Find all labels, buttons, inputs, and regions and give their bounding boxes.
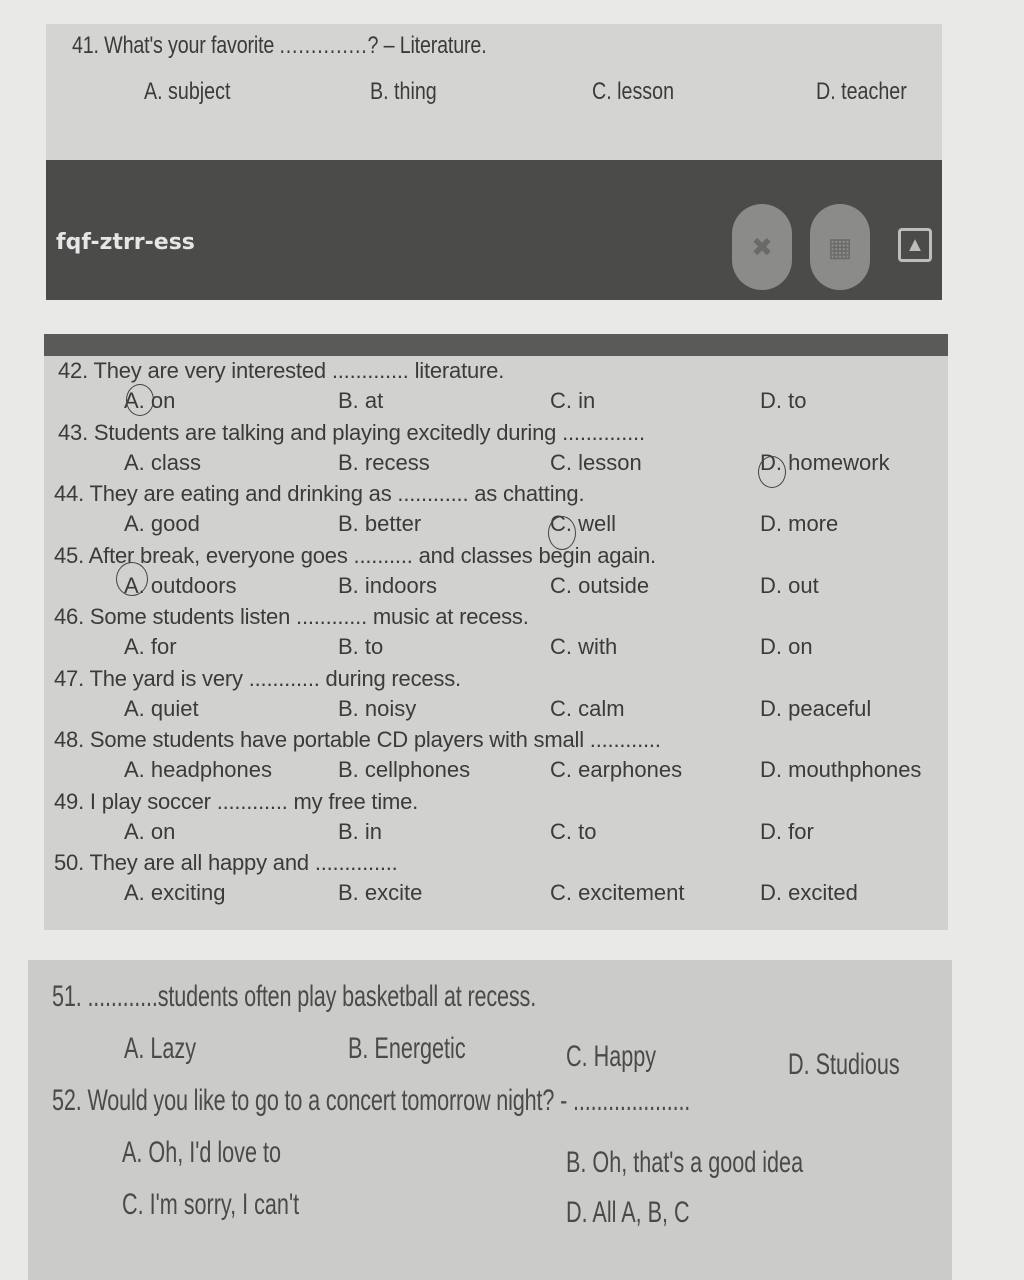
q50-option-a: A. exciting	[124, 880, 226, 905]
question-41-option-c: C. lesson	[592, 78, 675, 105]
present-button[interactable]	[898, 228, 932, 262]
q45-option-b: B. indoors	[338, 572, 438, 598]
q47-option-a: A. quiet	[124, 695, 199, 721]
q50-stem: 50. They are all happy and ..............	[54, 850, 398, 875]
q42-stem: 42. They are very interested ............. literature.	[58, 358, 505, 383]
q43-option-b: B. recess	[338, 449, 430, 475]
q48-option-a: A. headphones	[124, 757, 273, 782]
q48-option-b: B. cellphones	[338, 757, 471, 782]
q46-option-d: D. on	[760, 634, 813, 659]
q42-option-b: B. at	[338, 388, 384, 413]
q49-stem: 49. I play soccer ............ my free time.	[54, 788, 419, 814]
question-51-stem: 51. ............students often play basketball at recess.	[52, 980, 537, 1013]
mic-off-icon: ✖	[751, 231, 773, 262]
camera-off-icon: ▦	[827, 231, 853, 262]
question-51-option-b: B. Energetic	[348, 1032, 466, 1065]
video-call-control-bar	[46, 160, 942, 300]
answer-circle-q44	[548, 516, 576, 550]
question-52-option-c: C. I'm sorry, I can't	[122, 1188, 300, 1221]
worksheet-piece-3	[28, 960, 952, 1280]
q44-option-c: C. well	[550, 511, 617, 536]
question-51-option-c: C. Happy	[566, 1040, 657, 1073]
answer-circle-q43	[758, 456, 786, 488]
q47-option-d: D. peaceful	[760, 695, 872, 721]
q42-option-d: D. to	[760, 388, 807, 413]
q50-option-c: C. excitement	[550, 880, 685, 905]
q45-option-a: A. outdoors	[124, 572, 237, 598]
question-41-stem: 41. What's your favorite ..............? – Literature.	[72, 32, 487, 59]
answer-circle-q42	[126, 384, 154, 416]
q45-stem: 45. After break, everyone goes .......... and classes begin again.	[54, 542, 656, 568]
q44-option-b: B. better	[338, 511, 422, 536]
q48-option-d: D. mouthphones	[760, 757, 922, 782]
question-51-option-a: A. Lazy	[124, 1032, 197, 1065]
present-icon: ▲	[905, 233, 925, 256]
question-51-option-d: D. Studious	[788, 1048, 900, 1081]
camera-off-button[interactable]	[810, 204, 870, 290]
q42-option-c: C. in	[550, 388, 596, 413]
q45-option-d: D. out	[760, 572, 819, 598]
mic-off-button[interactable]	[732, 204, 792, 290]
q44-stem: 44. They are eating and drinking as ............ as chatting.	[54, 481, 585, 506]
q44-option-d: D. more	[760, 511, 839, 536]
q46-stem: 46. Some students listen ............ music at recess.	[54, 604, 529, 629]
q49-option-d: D. for	[760, 818, 814, 844]
torn-top-edge	[44, 334, 948, 356]
q45-option-c: C. outside	[550, 572, 650, 598]
answer-circle-q45	[116, 562, 148, 596]
question-41-option-d: D. teacher	[816, 78, 907, 105]
worksheet-piece-2	[44, 334, 948, 930]
q47-option-b: B. noisy	[338, 695, 417, 721]
q50-option-b: B. excite	[338, 880, 423, 905]
worksheet-piece-1	[46, 24, 942, 300]
question-52-option-a: A. Oh, I'd love to	[122, 1136, 282, 1169]
q48-option-c: C. earphones	[550, 757, 683, 782]
q48-stem: 48. Some students have portable CD players with small ............	[54, 727, 661, 752]
question-41-option-a: A. subject	[144, 78, 231, 105]
q46-option-a: A. for	[124, 634, 177, 659]
question-52-stem: 52. Would you like to go to a concert tomorrow night? - ....................	[52, 1084, 691, 1117]
meeting-code: fqf-ztrr-ess	[56, 230, 195, 255]
q47-option-c: C. calm	[550, 695, 625, 721]
question-41-option-b: B. thing	[370, 78, 437, 105]
q43-option-c: C. lesson	[550, 449, 642, 475]
q43-option-d: D. homework	[760, 449, 890, 475]
q46-option-c: C. with	[550, 634, 618, 659]
q42-option-a: A. on	[124, 388, 176, 413]
q49-option-b: B. in	[338, 818, 383, 844]
q44-option-a: A. good	[124, 511, 200, 536]
q49-option-a: A. on	[124, 818, 176, 844]
q49-option-c: C. to	[550, 818, 597, 844]
q43-option-a: A. class	[124, 449, 202, 475]
q43-stem: 43. Students are talking and playing excitedly during ..............	[58, 419, 645, 445]
q46-option-b: B. to	[338, 634, 384, 659]
question-52-option-b: B. Oh, that's a good idea	[566, 1146, 804, 1179]
q50-option-d: D. excited	[760, 880, 858, 905]
question-52-option-d: D. All A, B, C	[566, 1196, 690, 1229]
q47-stem: 47. The yard is very ............ during recess.	[54, 665, 461, 691]
